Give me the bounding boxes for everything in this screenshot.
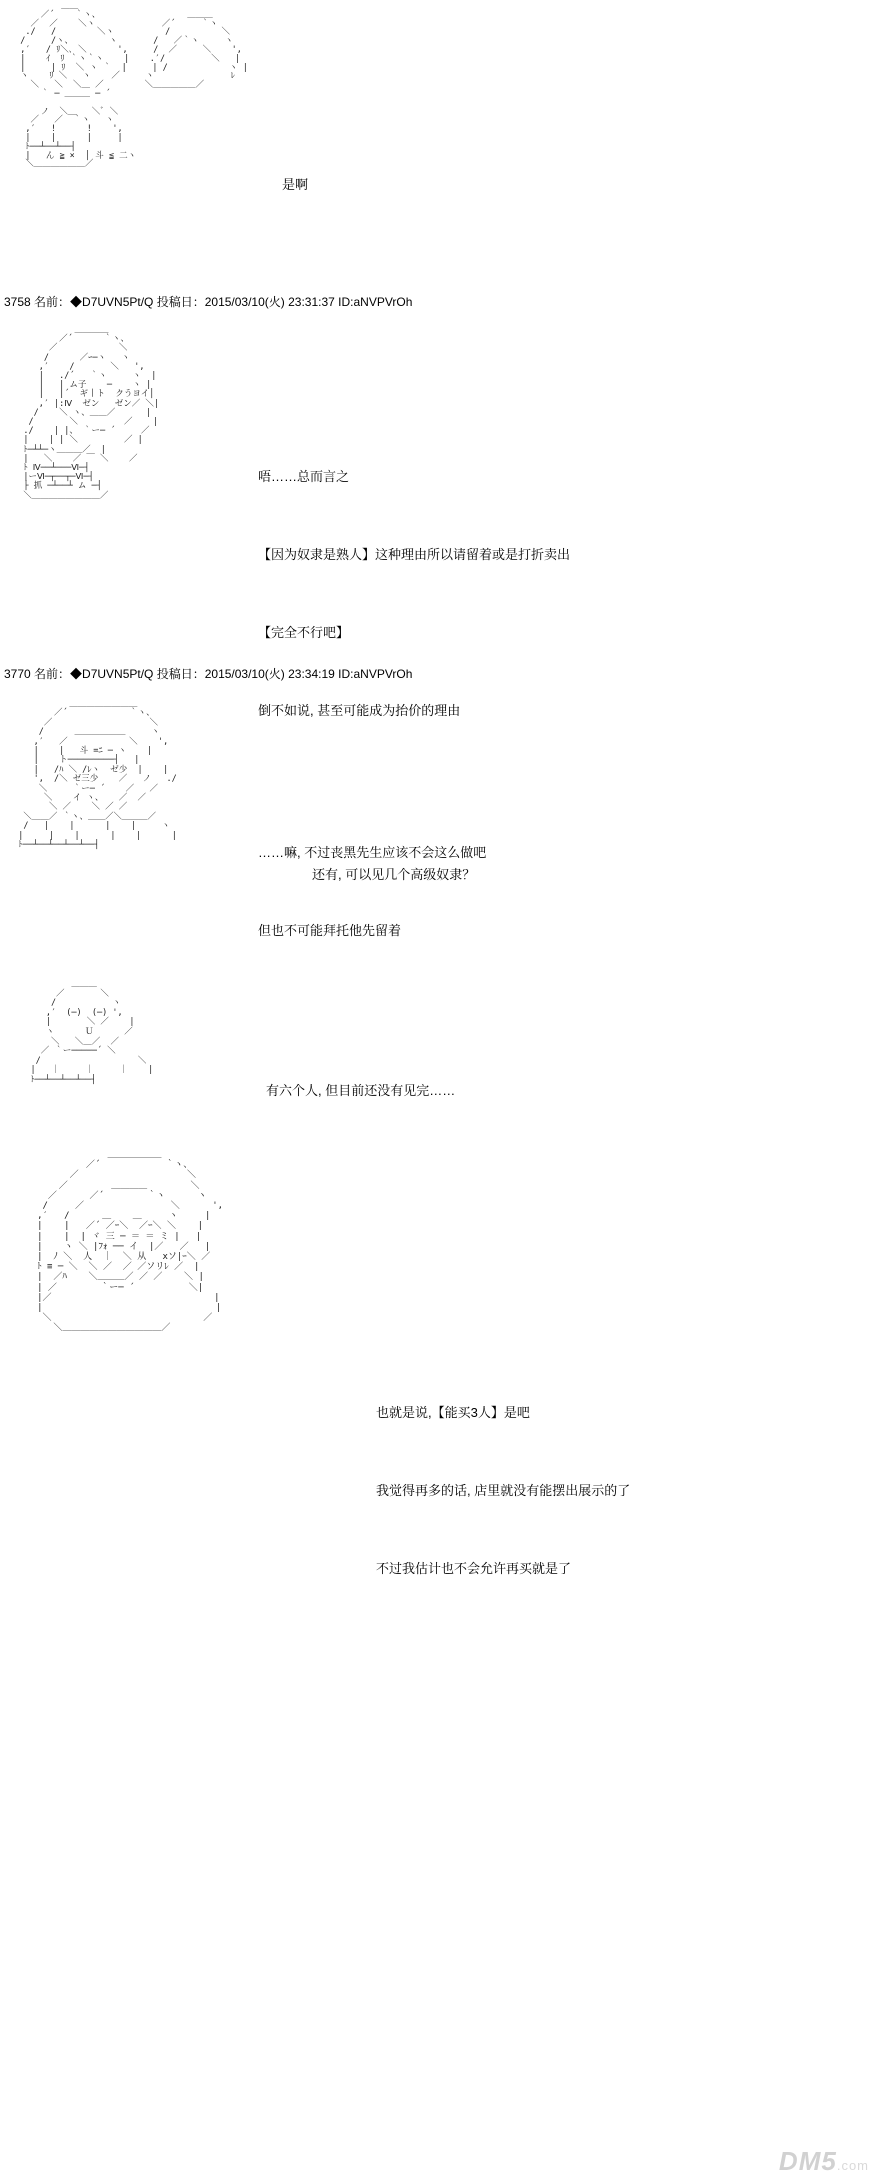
- dialogue-line: 我觉得再多的话, 店里就没有能摆出展示的了: [376, 1483, 631, 1498]
- dialogue-line: 是啊: [282, 177, 309, 192]
- dialogue-line: 有六个人, 但目前还没有见完……: [266, 1083, 456, 1098]
- dialogue-line: 还有, 可以见几个高级奴隶？: [312, 867, 476, 882]
- post-meta-3770: 3770 名前：◆D7UVN5Pt/Q 投稿日：2015/03/10(火) 23:34:19 ID:aNVPVrOh: [4, 667, 413, 681]
- dialogue-line: 【因为奴隶是熟人】这种理由所以请留着或是打折卖出: [258, 547, 571, 562]
- dialogue-line: 也就是说,【能买3人】是吧: [376, 1405, 530, 1420]
- ascii-art-5: ＿＿＿＿＿＿ ／´ ｀ヽ、 ／ ＼ ／ ＿＿＿＿ ＼ ／ ／´ ｀ヽ ヽ / ／ ＼ ', ,′ / ＿ ＿ ヽ | | | ／´ ／ｰ＼ ／ｰ＼ ＼ | | | | ヾ 三 ─ ＝ ＝ ミ | | | ヽ ＼ |ﾌｫ ── イ |／ ／ | | ﾉ ＼ 人 ｜ ＼ 从 xソ|ｰ＼ ／ ﾄ ≡ ─ ＼ ＼ ／ ／ ／ソリﾚ ／ | | ／ﾊ ＼＿＿＿／ ／ ／ ＼ | | ／ ｀ー─ ´ ＼| |／ | | | ＼ ／ ＼＿＿＿＿＿＿＿＿＿＿＿／: [37, 1150, 224, 1334]
- dialogue-1: [282, 120, 582, 250]
- dialogue-line: 唔……总而言之: [258, 469, 350, 484]
- ascii-art-2: ＿＿＿＿ ／´ ｀ヽ、 ／ ＼ / ／ｰ─ヽ ヽ ,′ / ＼ ', | ./´ ｀ヽ ヽ | | | ム子 ─ ヽ | | |´ ギ丨ト クうヨイ│ ,′ |:Ⅳ ゼン ゼン／ ＼| / ＼ ヽ、＿＿／ | / ＼ ／ | ./ | |、 ｀ー─ ´ ／ | | | ＼ ／ | ﾄ─┴┴─ヽ＿＿＿／ | | ＼ ／ ￣ ＼ ／ ﾄ Ⅳ──┴───Ⅵ─┤ |ーⅥ─┬──┬─Ⅵ─┤ ├ 抓 ─┴──┴ ム ─┤ ＼＿＿＿＿＿＿＿＿／: [23, 325, 159, 501]
- dialogue-line: 不过我估计也不会允许再买就是了: [376, 1561, 572, 1576]
- dialogue-line: 【完全不行吧】: [258, 625, 350, 640]
- ascii-art-3: ＿＿＿＿＿＿＿＿ ／´ ｀ヽ、 ／ ＼ / ＿＿＿＿＿＿ ヽ ,′ ／ ＼ ', | | 斗 =ﾆ ─ ヽ | | ト─────────┤ | | /ﾊ ＼ /ﾚヽ ゼ少 | | ', /＼ ゼ三少 ／ ノ ./ ＼ ｀ー─ ´ ／ ／ ＼ イ ヽ、 ／ ／ ＼ ／ ＼ ／ ／ ＼＿＿／ ｀ヽ、＿＿／＼＿＿＿／ / | | | | ヽ | | | | | | ﾄ──┴──┴──┴──┴──┤: [18, 699, 177, 851]
- watermark-suffix: .com: [836, 2158, 869, 2173]
- dialogue-line: ……嘛, 不过丧黑先生应该不会这么做吧: [258, 845, 487, 860]
- ascii-art-1: ＿＿ ／´ ｀ヽ、 ＿＿＿ ／ ／ ＼ヽ ／´ ｀ヽ ./ / ＼ヽ / ＼ / /ヽ、 ヽ / ／｀ヽ ヽ ,′ / ﾘ＼､ ＼ ', / ／ ＼ ', | ｲ ﾘ ｀ヽ｀ヽ | .′/ ＼ | | | ﾘ ＼ ヽ ｀ | | / ヽ | ヽ ﾘ ＼ ヽ ／ ヽ ﾚ ＼ ＼ ＼＿ ／ ＼＿＿＿＿＿／ ｀ ─ ＿＿＿ ─ ´ ノ ＼＿ ＼ﾞ ＼ ／ ／ ｀ヽ ヽ ,′ ! ! ', | | | | ﾄ──┴──┴──┤ | ん ≧ × │ 斗 ≦ 二ヽ ＼＿＿＿＿＿＿／: [20, 1, 248, 170]
- dialogue-3: [312, 810, 692, 940]
- ascii-art-4: ＿＿＿ ／ ＼ / ヽ ,′ (─) (─) ', | ＼ ／ | ヽ Ｕ ／ ＼ ＼＿／ ／ ／ ｀ー─────´ ＼ / ＼ | ｜ ｜ ｜ | ﾄ──┴──┴──┴──┤: [30, 979, 154, 1085]
- dialogue-4: [266, 1026, 666, 1156]
- dialogue-5: [376, 1348, 816, 1634]
- dialogue-line: 倒不如说, 甚至可能成为抬价的理由: [258, 703, 461, 718]
- watermark: [779, 2146, 869, 2177]
- watermark-text: DM5: [778, 2146, 837, 2176]
- dialogue-line: 但也不可能拜托他先留着: [258, 923, 402, 938]
- post-meta-3758: 3758 名前：◆D7UVN5Pt/Q 投稿日：2015/03/10(火) 23:31:37 ID:aNVPVrOh: [4, 295, 413, 309]
